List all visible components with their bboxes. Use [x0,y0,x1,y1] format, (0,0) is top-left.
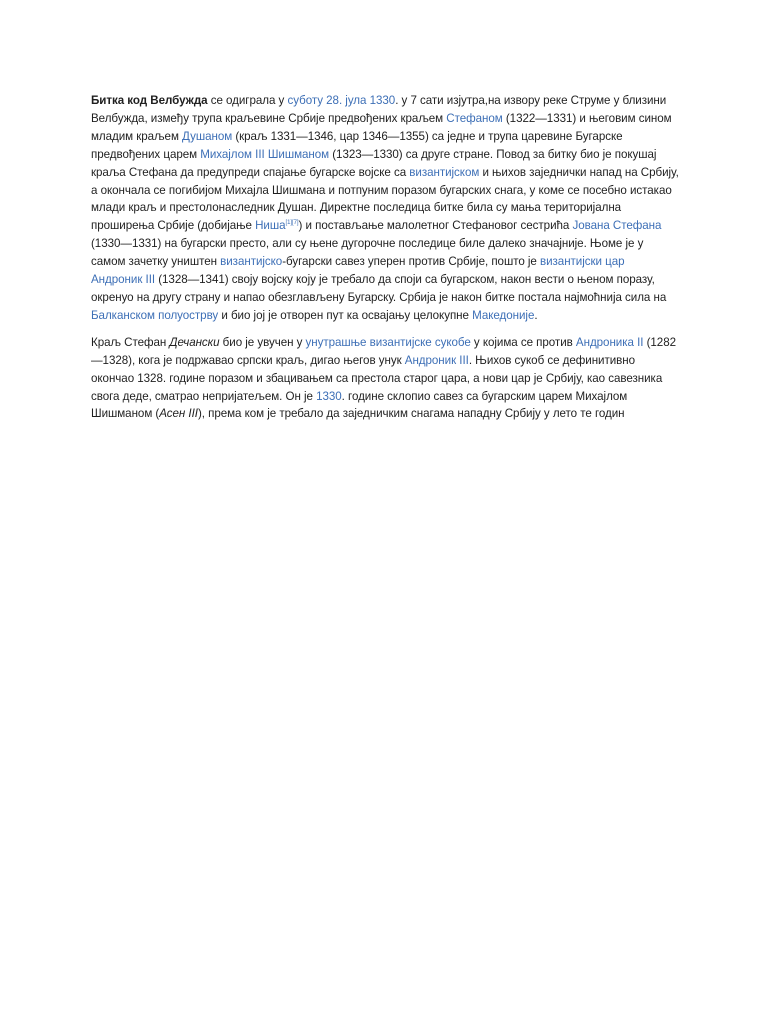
italic-run: Асен III [159,407,198,421]
text-run: и њихов заједнички напад на Србију, а окончала се погибијом Михајла Шишмана и потпуним поразом бугарских снага, у коме се посебно истакао млади краљ и престолонаследник Душан. Директне последица битке била су мања територијална проширења Србије (добијање [91,165,679,233]
text-run: ), према ком је требало да заједничким снагама нападну Србију у лето те годин [197,407,625,421]
paragraph-1 [91,92,679,325]
link-andronikos-iii[interactable]: византијски цар Андроник III [91,255,625,287]
link-mihajlo-shishman[interactable]: Михајлом III Шишманом [200,147,330,161]
link-macedonia[interactable]: Македоније [472,308,535,322]
link-year-1330[interactable]: 1330 [316,389,342,403]
link-andronikos-ii[interactable]: Андроника II [575,335,644,349]
link-dushan[interactable]: Душаном [182,129,233,143]
link-jovan-stefan[interactable]: Јована Стефана [572,219,662,233]
link-nish[interactable]: Ниша [255,219,286,233]
link-internal-byzantine-conflicts[interactable]: унутрашње византијске сукобе [305,335,471,349]
link-byzantine[interactable]: византијском [409,165,480,179]
text-run: (1322—1331) и његовим сином младим краљем [91,111,672,143]
text-run: . године склопио савез са бугарским царем Михајлом Шишманом ( [91,389,628,421]
text-run: био је увучен у [219,335,306,349]
text-run: . у 7 сати изјутра,на извору реке Струме у близини Велбужда, између трупа краљевине Србије предвођених краљем [91,94,667,125]
link-byzantine-2[interactable]: византијско [220,255,283,269]
text-run: -бугарски савез уперен против Србије, пошто је [282,255,540,269]
link-andronikos-iii-2[interactable]: Андроник III [404,353,469,367]
text-run: (1328—1341) своју војску коју је требало да споји са бугарском, након вести о њеном поразу, окренуо на другу страну и напао обезглављену Бугарску. Србија је након битке постала најмоћнија сила на [91,273,667,304]
text-run: Краљ Стефан [91,335,170,349]
text-run: . [534,308,538,322]
text-run: (1323—1330) са друге стране. Повод за битку био је покушај краља Стефана да предупреди спајање бугарске војске са [91,147,657,179]
paragraph-2 [91,334,679,424]
link-date[interactable]: суботу 28. јула 1330 [287,94,396,107]
reference-superscript[interactable]: [1][7] [285,220,299,227]
italic-run: Дечански [169,335,220,349]
article-title-bold: Битка код Велбужда [91,94,208,107]
document-page [91,92,679,432]
text-run: . Њихов сукоб се дефинитивно окончао 1328. године поразом и збацивањем са престола старог цара, а нови цар је Србију, као савезника свога деде, сматрао непријатељем. Он је [91,353,663,403]
text-run: се одиграла у [207,94,288,107]
text-run: (краљ 1331—1346, цар 1346—1355) са једне и трупа царевине Бугарске предвођених царем [91,129,623,161]
text-run: ) и постављање малолетног Стефановог сестрића [298,219,573,233]
link-stefan[interactable]: Стефаном [446,111,503,125]
text-run: (1282—1328), кога је подржавао српски краљ, дигао његов унук [91,335,676,367]
text-run: (1330—1331) на бугарски престо, али су њене дугорочне последице биле далеко значајније. Њоме је у самом зачетку уништен [91,237,644,269]
link-balkan-peninsula[interactable]: Балканском полуострву [91,308,219,322]
text-run: у којима се против [470,335,576,349]
text-run: и био јој је отворен пут ка освајању целокупне [218,308,473,322]
